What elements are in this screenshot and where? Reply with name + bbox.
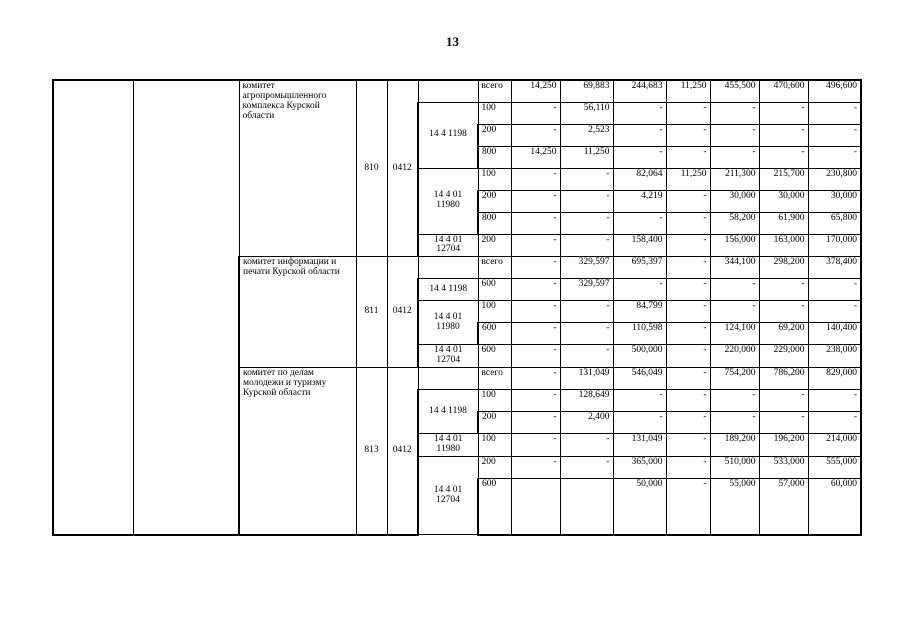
value-cell: 131,049 — [560, 368, 613, 390]
section-code: 0412 — [387, 80, 418, 257]
expense-type-code: 200 — [478, 190, 511, 212]
value-cell: 158,400 — [613, 234, 666, 257]
expense-type-code: 600 — [478, 345, 511, 368]
value-cell: - — [511, 124, 560, 146]
target-code: 14 4 01 11980 — [418, 301, 478, 345]
target-code: 14 4 1198 — [418, 102, 478, 168]
ministry-code: 810 — [356, 80, 387, 257]
value-cell: - — [511, 390, 560, 412]
value-cell: - — [613, 212, 666, 234]
value-cell: - — [759, 301, 808, 323]
value-cell: 170,000 — [808, 234, 861, 257]
expense-type-code: 200 — [478, 124, 511, 146]
value-cell: - — [808, 390, 861, 412]
value-cell: 163,000 — [759, 234, 808, 257]
value-cell: 69,200 — [759, 323, 808, 345]
total-label: всего — [478, 257, 511, 279]
value-cell: - — [511, 345, 560, 368]
value-cell: 140,400 — [808, 323, 861, 345]
value-cell: 500,000 — [613, 345, 666, 368]
blank-cell — [133, 80, 239, 535]
value-cell: - — [759, 390, 808, 412]
value-cell: - — [759, 102, 808, 124]
value-cell: 329,597 — [560, 257, 613, 279]
table-row — [53, 80, 861, 102]
value-cell: 82,064 — [613, 168, 666, 190]
target-code: 14 4 01 12704 — [418, 234, 478, 257]
organization-name: комитет агропромышленного комплекса Курской области — [239, 80, 356, 257]
value-cell: - — [613, 390, 666, 412]
value-cell: - — [613, 412, 666, 434]
value-cell: - — [710, 146, 759, 168]
value-cell: 378,400 — [808, 257, 861, 279]
value-cell: - — [511, 368, 560, 390]
value-cell: - — [511, 234, 560, 257]
value-cell: - — [511, 257, 560, 279]
value-cell: - — [808, 102, 861, 124]
value-cell: - — [666, 434, 710, 457]
section-code: 0412 — [387, 368, 418, 535]
value-cell: - — [666, 234, 710, 257]
value-cell: 14,250 — [511, 146, 560, 168]
value-cell: - — [560, 457, 613, 479]
page-number: 13 — [446, 34, 459, 49]
value-cell: - — [666, 102, 710, 124]
value-cell: - — [511, 279, 560, 301]
value-cell: 220,000 — [710, 345, 759, 368]
target-code: 14 4 1198 — [418, 390, 478, 434]
value-cell: - — [560, 301, 613, 323]
value-cell: - — [710, 301, 759, 323]
expense-type-code: 600 — [478, 323, 511, 345]
value-cell: 11,250 — [666, 168, 710, 190]
value-cell: 30,000 — [759, 190, 808, 212]
value-cell: - — [666, 479, 710, 535]
value-cell: 829,000 — [808, 368, 861, 390]
value-cell: 69,883 — [560, 80, 613, 102]
value-cell: 344,100 — [710, 257, 759, 279]
value-cell: 455,500 — [710, 80, 759, 102]
value-cell: - — [759, 124, 808, 146]
organization-name: комитет информации и печати Курской области — [239, 257, 356, 368]
value-cell: - — [511, 412, 560, 434]
value-cell: 214,000 — [808, 434, 861, 457]
value-cell: - — [613, 102, 666, 124]
value-cell: - — [666, 257, 710, 279]
total-label: всего — [478, 80, 511, 102]
value-cell: 11,250 — [666, 80, 710, 102]
value-cell: 2,400 — [560, 412, 613, 434]
value-cell: - — [511, 301, 560, 323]
expense-type-code: 100 — [478, 434, 511, 457]
value-cell: 244,683 — [613, 80, 666, 102]
value-cell: - — [666, 301, 710, 323]
value-cell: - — [710, 412, 759, 434]
value-cell: - — [560, 323, 613, 345]
value-cell: 229,000 — [759, 345, 808, 368]
expense-type-code: 600 — [478, 279, 511, 301]
value-cell: - — [759, 146, 808, 168]
value-cell: 510,000 — [710, 457, 759, 479]
value-cell: - — [511, 323, 560, 345]
value-cell: 470,600 — [759, 80, 808, 102]
value-cell: 298,200 — [759, 257, 808, 279]
value-cell: - — [808, 124, 861, 146]
value-cell: - — [808, 301, 861, 323]
value-cell: - — [808, 279, 861, 301]
value-cell: 754,200 — [710, 368, 759, 390]
value-cell: 14,250 — [511, 80, 560, 102]
value-cell: - — [666, 390, 710, 412]
total-label: всего — [478, 368, 511, 390]
value-cell — [511, 479, 560, 535]
expense-type-code: 200 — [478, 234, 511, 257]
value-cell: 4,219 — [613, 190, 666, 212]
value-cell: 211,300 — [710, 168, 759, 190]
value-cell: - — [666, 412, 710, 434]
value-cell: 60,000 — [808, 479, 861, 535]
target-code-cell — [418, 368, 478, 390]
value-cell: 30,000 — [808, 190, 861, 212]
value-cell: - — [560, 168, 613, 190]
value-cell: 110,598 — [613, 323, 666, 345]
value-cell: - — [613, 279, 666, 301]
value-cell: 58,200 — [710, 212, 759, 234]
value-cell: - — [666, 323, 710, 345]
value-cell: - — [666, 457, 710, 479]
budget-table — [52, 79, 862, 536]
expense-type-code: 100 — [478, 390, 511, 412]
value-cell: - — [560, 434, 613, 457]
value-cell: - — [710, 279, 759, 301]
expense-type-code: 600 — [478, 479, 511, 535]
target-code-cell — [418, 257, 478, 279]
value-cell: - — [666, 124, 710, 146]
value-cell: 533,000 — [759, 457, 808, 479]
value-cell: 55,000 — [710, 479, 759, 535]
target-code: 14 4 01 12704 — [418, 457, 478, 535]
value-cell: 555,000 — [808, 457, 861, 479]
expense-type-code: 800 — [478, 212, 511, 234]
value-cell: - — [759, 412, 808, 434]
expense-type-code: 200 — [478, 457, 511, 479]
value-cell: 189,200 — [710, 434, 759, 457]
value-cell: - — [666, 368, 710, 390]
value-cell: - — [560, 212, 613, 234]
value-cell: - — [511, 190, 560, 212]
expense-type-code: 100 — [478, 168, 511, 190]
value-cell: - — [808, 412, 861, 434]
value-cell: - — [666, 212, 710, 234]
expense-type-code: 100 — [478, 301, 511, 323]
expense-type-code: 800 — [478, 146, 511, 168]
value-cell: 57,000 — [759, 479, 808, 535]
value-cell: 30,000 — [710, 190, 759, 212]
value-cell: 695,397 — [613, 257, 666, 279]
value-cell: - — [808, 146, 861, 168]
value-cell — [560, 479, 613, 535]
value-cell: - — [511, 434, 560, 457]
value-cell: 124,100 — [710, 323, 759, 345]
target-code: 14 4 01 11980 — [418, 168, 478, 234]
organization-name: комитет по делам молодежи и туризму Курской области — [239, 368, 356, 535]
value-cell: 65,800 — [808, 212, 861, 234]
value-cell: - — [511, 102, 560, 124]
target-code-cell — [418, 80, 478, 102]
value-cell: - — [710, 124, 759, 146]
value-cell: 546,049 — [613, 368, 666, 390]
value-cell: - — [710, 102, 759, 124]
value-cell: 496,600 — [808, 80, 861, 102]
value-cell: 61,900 — [759, 212, 808, 234]
value-cell: - — [560, 234, 613, 257]
value-cell: 329,597 — [560, 279, 613, 301]
value-cell: - — [710, 390, 759, 412]
value-cell: - — [759, 279, 808, 301]
value-cell: 56,110 — [560, 102, 613, 124]
value-cell: 131,049 — [613, 434, 666, 457]
expense-type-code: 200 — [478, 412, 511, 434]
value-cell: - — [511, 212, 560, 234]
section-code: 0412 — [387, 257, 418, 368]
ministry-code: 811 — [356, 257, 387, 368]
value-cell: - — [613, 146, 666, 168]
value-cell: 156,000 — [710, 234, 759, 257]
target-code: 14 4 01 12704 — [418, 345, 478, 368]
value-cell: 230,800 — [808, 168, 861, 190]
value-cell: - — [666, 190, 710, 212]
value-cell: 84,799 — [613, 301, 666, 323]
expense-type-code: 100 — [478, 102, 511, 124]
value-cell: - — [560, 345, 613, 368]
value-cell: 215,700 — [759, 168, 808, 190]
target-code: 14 4 01 11980 — [418, 434, 478, 457]
value-cell: - — [560, 190, 613, 212]
value-cell: - — [511, 168, 560, 190]
value-cell: 196,200 — [759, 434, 808, 457]
value-cell: 11,250 — [560, 146, 613, 168]
value-cell: - — [666, 146, 710, 168]
value-cell: 2,523 — [560, 124, 613, 146]
ministry-code: 813 — [356, 368, 387, 535]
value-cell: - — [666, 279, 710, 301]
value-cell: 128,649 — [560, 390, 613, 412]
value-cell: 238,000 — [808, 345, 861, 368]
blank-cell — [53, 80, 133, 535]
value-cell: - — [613, 124, 666, 146]
value-cell: 365,000 — [613, 457, 666, 479]
value-cell: - — [511, 457, 560, 479]
value-cell: 786,200 — [759, 368, 808, 390]
value-cell: 50,000 — [613, 479, 666, 535]
target-code: 14 4 1198 — [418, 279, 478, 301]
value-cell: - — [666, 345, 710, 368]
